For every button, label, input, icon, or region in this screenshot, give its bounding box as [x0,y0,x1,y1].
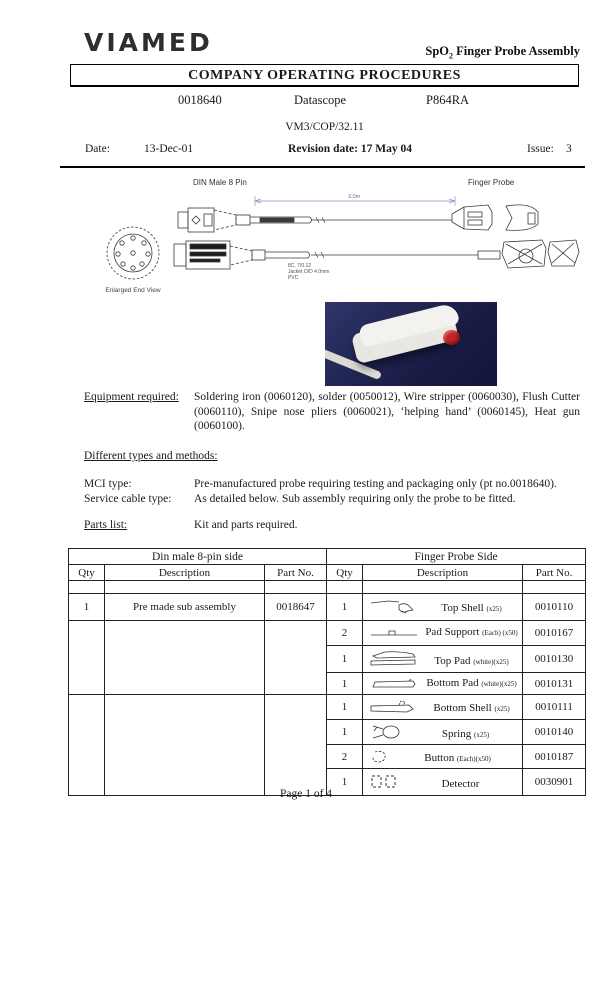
button-sketch [369,749,393,765]
right-part: 0010130 [523,646,586,673]
service-cable-text: As detailed below. Sub assembly requiring only the probe to be fitted. [194,492,516,505]
table-spacer-row [69,581,586,594]
right-qty: 1 [327,720,363,745]
revision-date: Revision date: 17 May 04 [288,143,412,155]
part-name: Top Pad (white)(x25) [434,655,509,667]
left-desc-empty [105,621,265,695]
date-label: Date: [85,143,110,155]
spring-sketch [369,723,409,741]
service-cable-row [84,492,580,507]
spacer-cell [327,581,363,594]
left-qty: 1 [69,594,105,621]
date-value: 13-Dec-01 [144,143,194,155]
cable-spec-line2: Jacket O/D 4.0mm [288,269,330,275]
table-row [69,594,586,621]
types-detail [84,477,580,506]
left-qty-empty [69,695,105,796]
part-name: Top Shell (x25) [441,602,502,614]
manufacturer-name: Datascope [294,93,347,107]
col-header-desc-left: Description [105,565,265,581]
right-desc-cell [363,673,523,695]
left-desc: Pre made sub assembly [105,594,265,621]
mci-type-label: MCI type: [84,478,132,490]
col-header-part-left: Part No. [265,565,327,581]
table-row [69,695,586,720]
right-part: 0010111 [523,695,586,720]
left-desc-empty [105,695,265,796]
group-header-din: Din male 8-pin side [69,549,327,565]
din-pinout-detail [107,227,159,279]
right-qty: 2 [327,745,363,769]
right-desc-cell [363,745,523,769]
right-part: 0010167 [523,621,586,646]
right-desc-cell [363,594,523,621]
right-qty: 1 [327,673,363,695]
group-header-probe: Finger Probe Side [327,549,586,565]
product-title-pre: SpO [425,44,450,58]
equipment-text: Soldering iron (0060120), solder (0050012), Wire stripper (0060030), Flush Cutter (0060110), Snipe nose pliers (0060021), ‘helping hand’ (0060145), Heat gun (0060100). [194,391,580,432]
service-cable-label: Service cable type: [84,492,172,505]
parts-table [68,548,586,796]
banner-title: COMPANY OPERATING PROCEDURES [70,64,579,87]
spacer-cell [523,581,586,594]
viamed-logo: VIAMED [84,28,213,57]
left-part: 0018647 [265,594,327,621]
right-qty: 1 [327,695,363,720]
right-qty: 2 [327,621,363,646]
dimension-text: 3.0m [348,194,361,200]
part-name: Bottom Pad (white)(x25) [426,676,517,689]
left-part-empty [265,621,327,695]
bottom-shell-sketch [369,699,421,715]
page-number: Page 1 of 4 [279,788,333,800]
right-part: 0010187 [523,745,586,769]
spacer-cell [105,581,265,594]
part-name: Button (Each)(x50) [424,751,491,764]
parts-list-label: Parts list: [84,519,128,531]
parts-list-text: Kit and parts required. [194,519,298,531]
probe-photo-red-button [443,330,460,345]
header-rule [60,166,585,168]
product-title-post: Finger Probe Assembly [453,44,580,58]
col-header-qty-right: Qty [327,565,363,581]
part-name: Detector [441,778,480,790]
top-shell-sketch [369,599,421,615]
left-part-empty [265,695,327,796]
enlarged-view-label: Enlarged End View [105,287,161,294]
right-part: 0010110 [523,594,586,621]
spacer-cell [363,581,523,594]
right-desc-cell [363,621,523,646]
part-name: Spring (x25) [441,728,490,740]
right-part: 0010131 [523,673,586,695]
cable-spec-line1: 8C, 7/0.12 [288,263,312,269]
din-connector-label: DIN Male 8 Pin [193,178,247,187]
mci-type-row [84,477,580,492]
table-row [69,621,586,646]
right-qty: 1 [327,594,363,621]
product-title-sub: 2 [449,51,454,61]
finger-probe-label: Finger Probe [468,178,515,187]
table-group-header-row [69,549,586,565]
spacer-cell [69,581,105,594]
top-pad-sketch [369,650,421,668]
part-number: 0018640 [178,93,222,107]
right-qty: 1 [327,646,363,673]
part-name: Pad Support (Each) (x50) [425,626,518,638]
cable-spec-line3: PVC [288,275,299,281]
document-reference: VM3/COP/32.11 [285,121,364,133]
pad-support-sketch [369,627,421,639]
equipment-section [84,390,580,434]
spacer-cell [265,581,327,594]
probe-photo [325,302,497,386]
col-header-desc-right: Description [363,565,523,581]
parts-list-section [84,518,580,533]
product-title [380,44,580,61]
model-number: P864RA [426,93,470,107]
right-part: 0010140 [523,720,586,745]
cable-assembly-diagram [60,172,580,300]
issue-label: Issue: [527,143,554,155]
types-heading: Different types and methods: [84,450,218,462]
part-name: Bottom Shell (x25) [433,702,510,714]
codes-row [70,93,579,113]
table-column-header-row [69,565,586,581]
right-desc-cell [363,695,523,720]
issue-value: 3 [566,143,572,155]
col-header-part-right: Part No. [523,565,586,581]
col-header-qty-left: Qty [69,565,105,581]
bottom-pad-sketch [369,678,421,690]
left-qty-empty [69,621,105,695]
date-row [60,143,585,161]
right-desc-cell [363,720,523,745]
right-qty: 1 [327,769,363,796]
right-part: 0030901 [523,769,586,796]
right-desc-cell [363,646,523,673]
mci-type-text: Pre-manufactured probe requiring testing and packaging only (pt no.0018640). [194,478,557,490]
equipment-label: Equipment required: [84,391,179,403]
